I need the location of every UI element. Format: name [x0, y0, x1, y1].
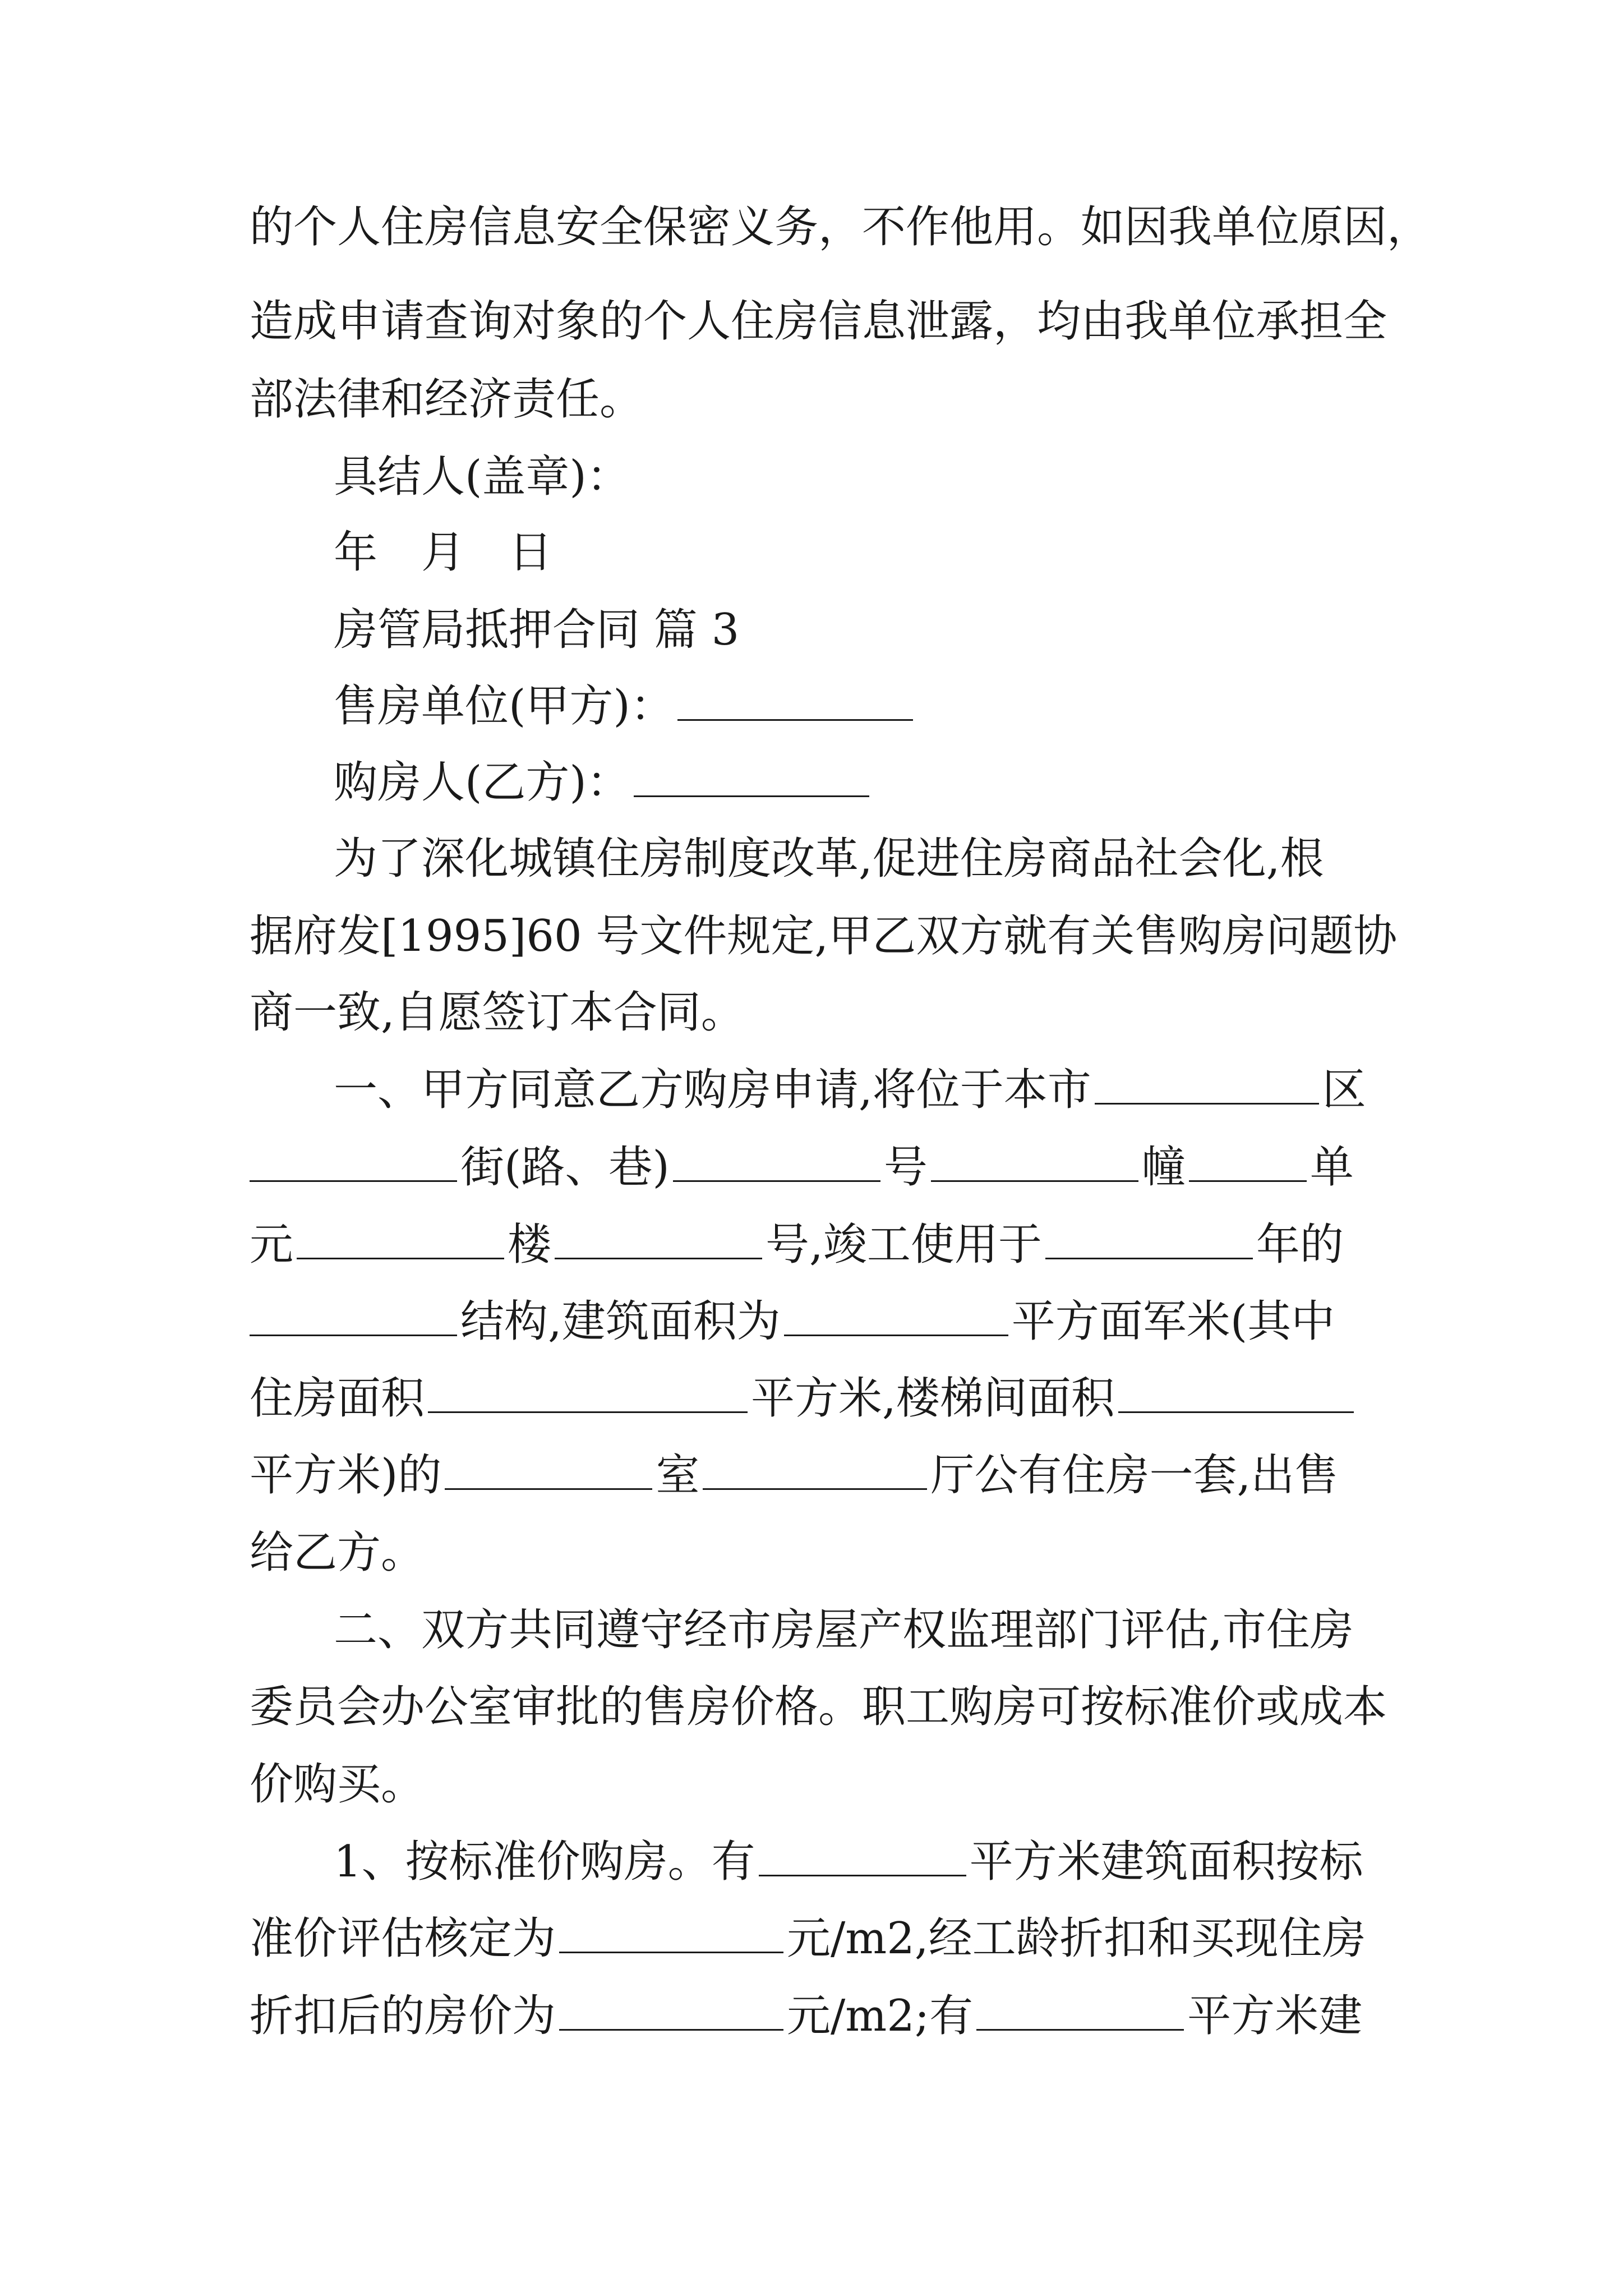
text-line [250, 194, 1431, 261]
standard-area-blank[interactable] [759, 1874, 966, 1876]
buyer-label: 购房人(乙方)： [334, 757, 630, 808]
text: 住房面积 [250, 1373, 425, 1424]
text: 准价评估核定为 [250, 1913, 556, 1964]
text-line [250, 366, 1382, 433]
text: 街(路、巷) [460, 1142, 670, 1193]
clause-1-line [334, 1056, 1382, 1124]
clause-2-line [334, 1596, 1382, 1664]
clause-1-line [250, 1134, 1382, 1201]
text: 部法律和经济责任。 [250, 374, 644, 425]
room-number-blank[interactable] [555, 1257, 762, 1259]
item-1-line [250, 1982, 1382, 2050]
text: 厅公有住房一套,出售 [930, 1450, 1339, 1501]
structure-blank[interactable] [250, 1334, 457, 1336]
text: 据府发[1995]60 号文件规定,甲乙双方就有关售购房问题协 [250, 911, 1398, 961]
unit-blank[interactable] [1189, 1180, 1307, 1182]
text: 折扣后的房价为 [250, 1991, 556, 2041]
district-blank[interactable] [1095, 1102, 1319, 1105]
text: 元 [250, 1220, 294, 1270]
clause-1-line [250, 1519, 1382, 1586]
text: 1、按标准价购房。有 [334, 1837, 755, 1887]
text: 委员会办公室审批的售房价格。职工购房可按标准价或成本 [250, 1682, 1387, 1732]
text: 平方面军米(其中 [1011, 1296, 1335, 1347]
clause-1-line [250, 1442, 1382, 1509]
section-title-text: 房管局抵押合同 篇 3 [334, 605, 740, 655]
buyer-line [334, 749, 1382, 816]
clause-2-line [250, 1673, 1387, 1741]
text-line [250, 903, 1398, 970]
text: 平方米,楼梯间面积 [751, 1373, 1115, 1424]
halls-blank[interactable] [703, 1488, 927, 1490]
text: 楼 [508, 1220, 552, 1270]
stairwell-area-blank[interactable] [1118, 1411, 1354, 1413]
text: 室 [656, 1450, 700, 1501]
text: 造成申请查询对象的个人住房信息泄露，均由我单位承担全 [250, 296, 1387, 347]
text: 二、双方共同遵守经市房屋产权监理部门评估,市住房 [334, 1605, 1354, 1655]
text: 平方米)的 [250, 1450, 442, 1501]
text: 号,竣工使用于 [766, 1220, 1042, 1270]
buyer-blank[interactable] [634, 795, 869, 797]
date-line [334, 519, 1382, 586]
text: 的个人住房信息安全保密义务，不作他用。如因我单位原因， [250, 202, 1431, 252]
seller-blank[interactable] [677, 719, 913, 721]
seller-line [334, 673, 1382, 740]
building-blank[interactable] [931, 1180, 1138, 1182]
text: 平方米建 [1187, 1991, 1363, 2041]
text: 年的 [1256, 1220, 1344, 1270]
year-blank[interactable] [1045, 1257, 1253, 1259]
clause-1-line [250, 1211, 1382, 1278]
second-area-blank[interactable] [976, 2028, 1184, 2031]
item-1-line [334, 1828, 1382, 1895]
living-area-blank[interactable] [428, 1411, 748, 1413]
signature-label: 具结人(盖章)： [334, 452, 630, 502]
standard-price-blank[interactable] [559, 1951, 783, 1953]
rooms-blank[interactable] [445, 1488, 652, 1490]
clause-1-line [250, 1365, 1382, 1432]
floor-blank[interactable] [297, 1257, 504, 1259]
date-label: 年 月 日 [334, 527, 553, 578]
item-1-line [250, 1905, 1382, 1972]
text-line [250, 288, 1387, 355]
seller-label: 售房单位(甲方)： [334, 681, 674, 731]
signature-line [334, 443, 1382, 510]
text: 元/m2,经工龄折扣和买现住房 [787, 1913, 1366, 1964]
text-line [334, 825, 1382, 892]
discounted-price-blank[interactable] [559, 2028, 783, 2031]
floor-area-blank[interactable] [784, 1334, 1008, 1336]
number-blank[interactable] [673, 1180, 880, 1182]
street-blank[interactable] [250, 1180, 457, 1182]
text: 元/m2;有 [787, 1991, 974, 2041]
text: 为了深化城镇住房制度改革,促进住房商品社会化,根 [334, 834, 1324, 884]
section-title [334, 596, 1382, 664]
text: 单 [1310, 1142, 1354, 1193]
text: 幢 [1141, 1142, 1186, 1193]
text: 商一致,自愿签订本合同。 [250, 987, 745, 1038]
text-line [250, 979, 1382, 1046]
text: 给乙方。 [250, 1527, 425, 1578]
text: 区 [1322, 1065, 1366, 1115]
text: 结构,建筑面积为 [460, 1296, 781, 1347]
text: 号 [883, 1142, 928, 1193]
text: 价购买。 [250, 1759, 425, 1810]
clause-1-line [250, 1288, 1382, 1355]
text: 一、甲方同意乙方购房申请,将位于本市 [334, 1065, 1091, 1115]
clause-2-line [250, 1751, 1382, 1818]
text: 平方米建筑面积按标 [969, 1837, 1363, 1887]
